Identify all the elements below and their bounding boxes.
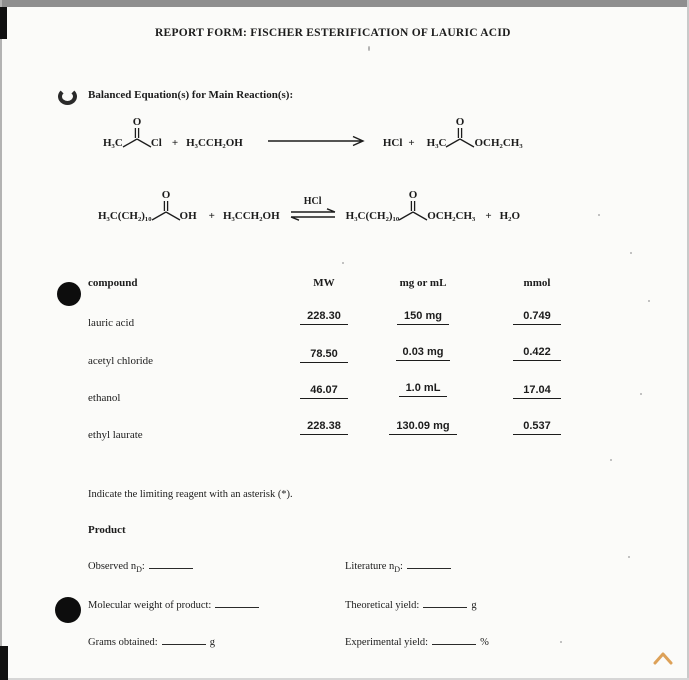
scan-edge-left [0,0,2,680]
carbonyl-group-drawing [120,115,154,151]
plus-sign: + [208,210,215,222]
limiting-reagent-note: Indicate the limiting reagent with an asterisk (*). [88,489,293,500]
equilibrium-arrow-icon [290,208,336,221]
oxygen-atom-label: O [132,116,142,128]
plus-sign: + [408,137,415,149]
colon: : [141,561,145,572]
hole-punch [55,597,81,623]
hole-punch-partial [58,88,77,105]
carbonyl-group-drawing [149,188,183,224]
product-heading: Product [88,524,126,536]
compound-name: lauric acid [88,317,135,329]
form-title: REPORT FORM: FISCHER ESTERIFICATION OF LAURIC ACID [155,27,511,39]
formula-lauric-chain: H₃C(CH₂)₁₀ [98,210,152,222]
theoretical-yield-blank [423,597,467,608]
column-header-mmol: mmol [523,277,551,289]
molecular-weight-blank [215,597,259,608]
mw-value: 228.30 [300,310,348,325]
formula-ethoxy: OCH₂CH₃ [427,210,476,222]
observed-nd-blank [149,558,193,569]
observed-nd-field [88,558,193,574]
equation-1 [103,115,523,150]
amount-value: 0.03 mg [396,346,451,361]
compound-name: ethyl laurate [88,429,143,441]
formula-lauric-chain: H₃C(CH₂)₁₀ [345,210,400,222]
column-header-amount: mg or mL [399,277,447,289]
mw-value: 78.50 [300,348,348,363]
formula-ethoxy: OCH₂CH₃ [474,137,523,149]
oxygen-atom-label: O [408,189,418,201]
oxygen-atom-label: O [161,189,170,201]
unit-grams: g [209,637,215,648]
carbonyl-group-drawing [396,188,430,224]
mw-value: 46.07 [300,384,348,399]
nd-subscript: D [394,565,401,575]
mmol-value: 0.537 [513,420,561,435]
colon: : [400,561,403,572]
theoretical-yield-field [345,597,477,611]
hole-punch [57,282,81,306]
formula-water: H₂O [499,210,521,222]
amount-value: 150 mg [397,310,449,325]
formula-hydroxyl: OH [179,210,197,222]
scan-black-bar-top [0,7,7,39]
scan-black-bar-bottom [0,646,8,680]
field-label: Molecular weight of product: [88,600,212,611]
experimental-yield-field [345,634,489,648]
scan-edge-top [0,0,689,7]
compound-name: ethanol [88,392,121,404]
equilibrium-arrows [290,196,336,221]
unit-grams: g [471,600,477,611]
amount-value: 130.09 mg [389,420,456,435]
mw-value: 228.38 [300,420,348,435]
section-heading: Balanced Equation(s) for Main Reaction(s): [88,89,294,101]
plus-sign: + [171,137,179,149]
formula-ester-methyl: H₃C [426,137,447,149]
oxygen-atom-label: O [456,116,465,128]
mmol-value: 0.749 [513,310,561,325]
reaction-arrow [267,135,367,147]
formula-ethanol: H₃CCH₂OH [222,210,280,222]
column-header-compound: compound [88,277,138,289]
chevron-up-icon[interactable] [652,651,674,666]
grams-obtained-blank [162,634,206,645]
carbonyl-group-drawing [443,115,477,151]
unit-percent: % [480,637,489,648]
plus-sign: + [485,210,492,222]
formula-acetyl-methyl: H₃C [103,137,123,149]
experimental-yield-blank [432,634,476,645]
equation-2 [98,188,520,223]
catalyst-label: HCl [303,196,322,207]
literature-nd-blank [407,558,451,569]
molecular-weight-field [88,597,259,611]
amount-value: 1.0 mL [399,382,448,397]
field-label: Experimental yield: [345,637,429,648]
formula-ethanol: H₃CCH₂OH [186,137,243,149]
mmol-value: 0.422 [513,346,561,361]
mmol-value: 17.04 [513,384,561,399]
formula-chloride: Cl [150,137,162,149]
field-label: Literature n [345,561,395,572]
field-label: Theoretical yield: [345,600,420,611]
literature-nd-field [345,558,451,574]
nd-subscript: D [136,565,142,575]
formula-hcl: HCl [382,137,403,149]
column-header-mw: MW [313,277,335,289]
grams-obtained-field [88,634,215,648]
field-label: Grams obtained: [88,637,158,648]
field-label: Observed n [88,561,137,572]
compound-name: acetyl chloride [88,355,154,367]
